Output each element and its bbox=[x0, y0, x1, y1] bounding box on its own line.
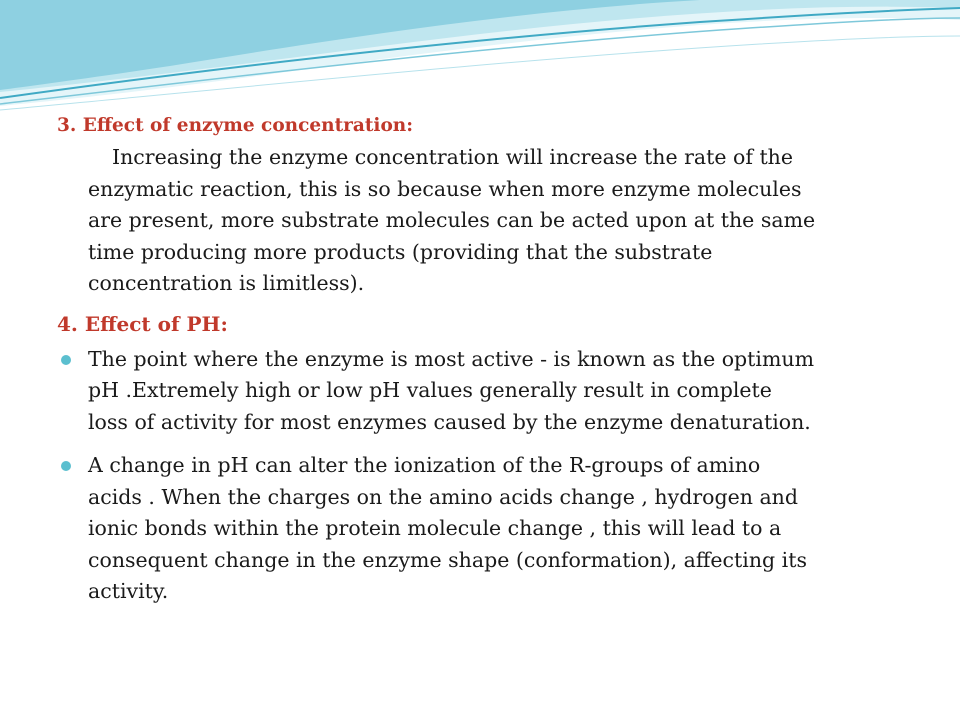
slide-content bbox=[57, 110, 817, 608]
bullet-dot-icon bbox=[61, 461, 71, 471]
bullet-item bbox=[57, 450, 817, 608]
bullet-item bbox=[57, 344, 817, 439]
bullet-text: The point where the enzyme is most active - is known as the optimum pH .Extremely high or low pH values generally result in complete loss of activity for most enzymes caused by the enzyme denaturation. bbox=[88, 346, 815, 434]
bullet-text: A change in pH can alter the ionization of the R-groups of amino acids . When the charges on the amino acids change , hydrogen and ionic bonds within the protein molecule change , this will lead to a consequent change in the enzyme shape (conformation), affecting its activity. bbox=[88, 453, 807, 603]
section4-heading: 4. Effect of PH: bbox=[57, 311, 228, 336]
section3-paragraph: Increasing the enzyme concentration will increase the rate of the enzymatic reaction, this is so because when more enzyme molecules are present, more substrate molecules can be acted upon at the same time producing more products (providing that the substrate concentration is limitless). bbox=[88, 145, 816, 295]
section3-heading: 3. Effect of enzyme concentration: bbox=[57, 115, 414, 136]
bullet-dot-icon bbox=[61, 355, 71, 365]
